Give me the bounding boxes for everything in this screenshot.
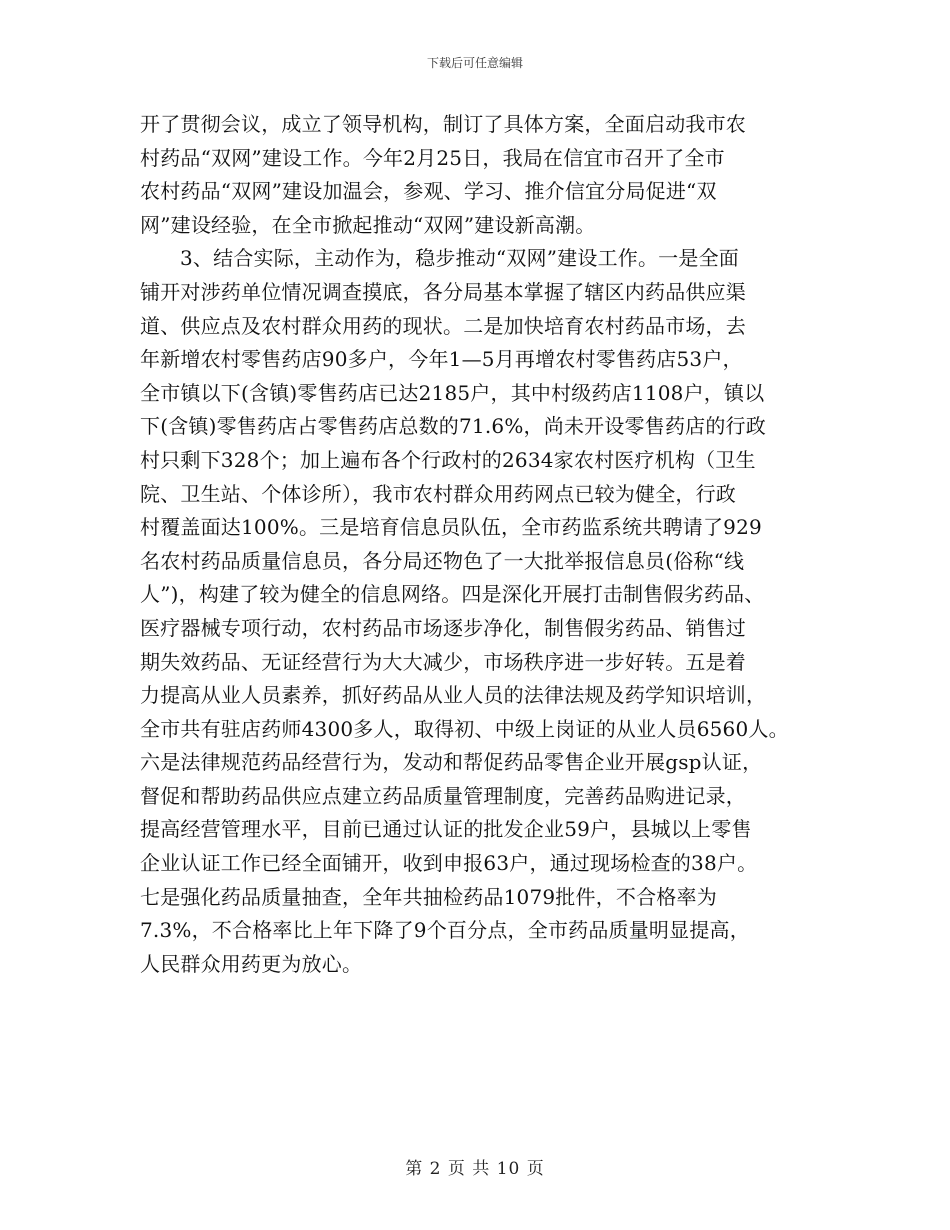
text-line: 全市镇以下(含镇)零售药店已达2185户，其中村级药店1108户，镇以 <box>140 380 765 405</box>
page-number-footer: 第 2 页 共 10 页 <box>405 1159 545 1179</box>
text-line: 年新增农村零售药店90多户，今年1—5月再增农村零售药店53户， <box>140 347 743 372</box>
text-line: 下(含镇)零售药店占零售药店总数的71.6%，尚未开设零售药店的行政 <box>140 414 766 439</box>
text-line: 农村药品“双网”建设加温会，参观、学习、推介信宜分局促进“双 <box>140 179 717 204</box>
paragraph-start-line: 3、结合实际，主动作为，稳步推动“双网”建设工作。一是全面 <box>180 246 739 271</box>
text-line: 开了贯彻会议，成立了领导机构，制订了具体方案，全面启动我市农 <box>140 112 746 136</box>
text-line: 力提高从业人员素养，抓好药品从业人员的法律法规及药学知识培训， <box>140 683 767 708</box>
text-line: 医疗器械专项行动，农村药品市场逐步净化，制售假劣药品、销售过 <box>140 615 746 640</box>
text-line: 人民群众用药更为放心。 <box>140 951 363 976</box>
text-line: 铺开对涉药单位情况调查摸底，各分局基本掌握了辖区内药品供应渠 <box>140 279 746 304</box>
text-line: 人”)，构建了较为健全的信息网络。四是深化开展打击制售假劣药品、 <box>140 582 765 607</box>
text-line: 村只剩下328个；加上遍布各个行政村的2634家农村医疗机构（卫生 <box>140 447 756 472</box>
text-line: 7.3%，不合格率比上年下降了9个百分点，全市药品质量明显提高， <box>140 918 750 943</box>
text-line: 网”建设经验，在全市掀起推动“双网”建设新高潮。 <box>140 212 596 237</box>
text-line: 名农村药品质量信息员，各分局还物色了一大批举报信息员(俗称“线 <box>140 548 745 573</box>
text-line: 提高经营管理水平，目前已通过认证的批发企业59户，县城以上零售 <box>140 817 752 842</box>
text-line: 村覆盖面达100%。三是培育信息员队伍，全市药监系统共聘请了929 <box>140 515 762 540</box>
text-line: 企业认证工作已经全面铺开，收到申报63户，通过现场检查的38户。 <box>140 851 758 876</box>
text-line: 道、供应点及农村群众用药的现状。二是加快培育农村药品市场，去 <box>140 313 746 338</box>
text-line: 督促和帮助药品供应点建立药品质量管理制度，完善药品购进记录， <box>140 783 746 808</box>
page-header: 下载后可任意编辑 <box>426 56 523 70</box>
text-line: 院、卫生站、个体诊所），我市农村群众用药网点已较为健全，行政 <box>140 481 736 506</box>
text-line: 七是强化药品质量抽查，全年共抽检药品1079批件，不合格率为 <box>140 884 717 909</box>
document-body <box>140 108 830 981</box>
text-line: 村药品“双网”建设工作。今年2月25日，我局在信宜市召开了全市 <box>140 145 725 170</box>
text-line: 期失效药品、无证经营行为大大减少，市场秩序进一步好转。五是着 <box>140 649 746 674</box>
text-line: 全市共有驻店药师4300多人，取得初、中级上岗证的从业人员6560人。 <box>140 716 789 741</box>
text-line: 六是法律规范药品经营行为，发动和帮促药品零售企业开展gsp认证， <box>140 750 763 775</box>
